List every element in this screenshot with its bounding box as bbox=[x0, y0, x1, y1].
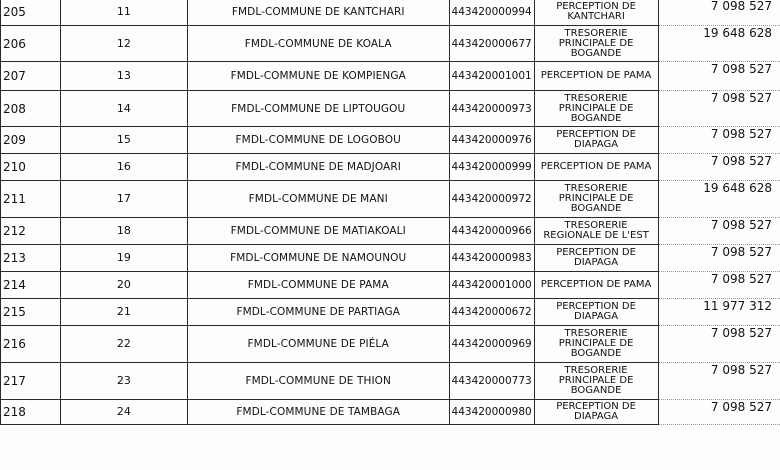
amount-cell: 7 098 527 bbox=[658, 245, 780, 272]
paying-office-line: PRINCIPALE DE bbox=[558, 338, 634, 349]
table-row bbox=[1, 326, 780, 363]
paying-office-line: TRESORERIE bbox=[564, 328, 628, 339]
table-row bbox=[1, 154, 780, 181]
paying-office-line: REGIONALE DE L'EST bbox=[543, 230, 649, 241]
paying-office-cell bbox=[534, 62, 658, 91]
row-number-cell: 207 bbox=[1, 62, 61, 91]
order-number-cell: 22 bbox=[60, 326, 187, 363]
beneficiary-cell: FMDL-COMMUNE DE THION bbox=[187, 363, 449, 400]
amount-cell: 7 098 527 bbox=[658, 62, 780, 91]
amount-cell: 19 648 628 bbox=[658, 181, 780, 218]
paying-office-line: PERCEPTION DE bbox=[556, 247, 636, 258]
table-row bbox=[1, 245, 780, 272]
beneficiary-cell: FMDL-COMMUNE DE LOGOBOU bbox=[187, 127, 449, 154]
beneficiary-cell: FMDL-COMMUNE DE MANI bbox=[187, 181, 449, 218]
row-number-cell: 211 bbox=[1, 181, 61, 218]
table-row bbox=[1, 181, 780, 218]
table-row bbox=[1, 26, 780, 62]
paying-office-line: PRINCIPALE DE bbox=[558, 102, 634, 114]
order-number-cell: 17 bbox=[60, 181, 187, 218]
paying-office-line: TRESORERIE bbox=[564, 92, 628, 104]
paying-office-cell bbox=[534, 245, 658, 272]
order-number-cell: 24 bbox=[60, 400, 187, 425]
order-number-cell: 12 bbox=[60, 26, 187, 62]
paying-office-cell bbox=[534, 91, 658, 127]
paying-office-line: BOGANDE bbox=[570, 385, 622, 396]
account-number-cell: 443420000973 bbox=[449, 91, 534, 127]
beneficiary-cell: FMDL-COMMUNE DE TAMBAGA bbox=[187, 400, 449, 425]
paying-office-cell bbox=[534, 181, 658, 218]
amount-cell: 7 098 527 bbox=[658, 154, 780, 181]
paying-office-line: DIAPAGA bbox=[574, 311, 619, 322]
account-number-cell: 443420000966 bbox=[449, 218, 534, 245]
beneficiary-cell: FMDL-COMMUNE DE PIÉLA bbox=[187, 326, 449, 363]
paying-office-cell bbox=[534, 26, 658, 62]
amount-cell: 7 098 527 bbox=[658, 363, 780, 400]
beneficiary-cell: FMDL-COMMUNE DE LIPTOUGOU bbox=[187, 91, 449, 127]
amount-cell: 19 648 628 bbox=[658, 26, 780, 62]
account-number-cell: 443420000983 bbox=[449, 245, 534, 272]
table-row bbox=[1, 0, 780, 26]
paying-office-line: TRESORERIE bbox=[564, 183, 628, 194]
paying-office-cell bbox=[534, 326, 658, 363]
paying-office-cell bbox=[534, 299, 658, 326]
row-number-cell: 212 bbox=[1, 218, 61, 245]
order-number-cell: 20 bbox=[60, 272, 187, 299]
amount-cell: 7 098 527 bbox=[658, 326, 780, 363]
paying-office-line: TRESORERIE bbox=[564, 365, 628, 376]
account-number-cell: 443420000980 bbox=[449, 400, 534, 425]
account-number-cell: 443420000972 bbox=[449, 181, 534, 218]
paying-office-cell bbox=[534, 154, 658, 181]
paying-office-cell bbox=[534, 363, 658, 400]
beneficiary-cell: FMDL-COMMUNE DE KOMPIENGA bbox=[187, 62, 449, 91]
order-number-cell: 13 bbox=[60, 62, 187, 91]
row-number-cell: 216 bbox=[1, 326, 61, 363]
beneficiary-cell: FMDL-COMMUNE DE PARTIAGA bbox=[187, 299, 449, 326]
row-number-cell: 215 bbox=[1, 299, 61, 326]
beneficiary-cell: FMDL-COMMUNE DE MADJOARI bbox=[187, 154, 449, 181]
order-number-cell: 19 bbox=[60, 245, 187, 272]
beneficiary-cell: FMDL-COMMUNE DE PAMA bbox=[187, 272, 449, 299]
paying-office-line: PERCEPTION DE bbox=[556, 129, 636, 140]
paying-office-line: DIAPAGA bbox=[574, 411, 619, 422]
row-number-cell: 218 bbox=[1, 400, 61, 425]
amount-cell: 7 098 527 bbox=[658, 218, 780, 245]
paying-office-cell bbox=[534, 400, 658, 425]
paying-office-cell bbox=[534, 0, 658, 26]
paying-office-line: DIAPAGA bbox=[574, 139, 619, 150]
paying-office-line: PERCEPTION DE PAMA bbox=[540, 279, 652, 290]
table-row bbox=[1, 272, 780, 299]
order-number-cell: 16 bbox=[60, 154, 187, 181]
table-row bbox=[1, 400, 780, 425]
paying-office-line: BOGANDE bbox=[570, 47, 622, 59]
order-number-cell: 23 bbox=[60, 363, 187, 400]
account-number-cell: 443420001000 bbox=[449, 272, 534, 299]
table-body bbox=[1, 0, 780, 425]
paying-office-cell bbox=[534, 272, 658, 299]
account-number-cell: 443420001001 bbox=[449, 62, 534, 91]
paying-office-line: PERCEPTION DE bbox=[556, 401, 636, 412]
row-number-cell: 213 bbox=[1, 245, 61, 272]
row-number-cell: 209 bbox=[1, 127, 61, 154]
paying-office-line: PERCEPTION DE bbox=[556, 301, 636, 312]
row-number-cell: 210 bbox=[1, 154, 61, 181]
paying-office-line: PRINCIPALE DE bbox=[558, 37, 634, 49]
row-number-cell: 217 bbox=[1, 363, 61, 400]
paying-office-line: KANTCHARI bbox=[567, 11, 625, 22]
paying-office-line: BOGANDE bbox=[570, 112, 622, 124]
amount-cell: 7 098 527 bbox=[658, 0, 780, 26]
order-number-cell: 18 bbox=[60, 218, 187, 245]
amount-cell: 7 098 527 bbox=[658, 91, 780, 127]
order-number-cell: 11 bbox=[60, 0, 187, 26]
table-row bbox=[1, 218, 780, 245]
account-number-cell: 443420000773 bbox=[449, 363, 534, 400]
row-number-cell: 206 bbox=[1, 26, 61, 62]
table-row bbox=[1, 91, 780, 127]
paying-office-line: PRINCIPALE DE bbox=[558, 375, 634, 386]
amount-cell: 11 977 312 bbox=[658, 299, 780, 326]
paying-office-cell bbox=[534, 127, 658, 154]
amount-cell: 7 098 527 bbox=[658, 400, 780, 425]
table-row bbox=[1, 299, 780, 326]
paying-office-line: PERCEPTION DE PAMA bbox=[540, 70, 652, 81]
account-number-cell: 443420000999 bbox=[449, 154, 534, 181]
row-number-cell: 214 bbox=[1, 272, 61, 299]
beneficiary-cell: FMDL-COMMUNE DE MATIAKOALI bbox=[187, 218, 449, 245]
beneficiary-cell: FMDL-COMMUNE DE KANTCHARI bbox=[187, 0, 449, 26]
row-number-cell: 205 bbox=[1, 0, 61, 26]
account-number-cell: 443420000976 bbox=[449, 127, 534, 154]
paying-office-line: PRINCIPALE DE bbox=[558, 193, 634, 204]
order-number-cell: 21 bbox=[60, 299, 187, 326]
table-row bbox=[1, 363, 780, 400]
paying-office-line: PERCEPTION DE PAMA bbox=[540, 161, 652, 172]
row-number-cell: 208 bbox=[1, 91, 61, 127]
paying-office-line: TRESORERIE bbox=[564, 27, 628, 39]
order-number-cell: 15 bbox=[60, 127, 187, 154]
paying-office-line: TRESORERIE bbox=[564, 220, 628, 231]
account-number-cell: 443420000994 bbox=[449, 0, 534, 26]
paying-office-line: PERCEPTION DE bbox=[556, 1, 636, 12]
paying-office-line: BOGANDE bbox=[570, 203, 622, 214]
paying-office-line: DIAPAGA bbox=[574, 257, 619, 268]
account-number-cell: 443420000969 bbox=[449, 326, 534, 363]
order-number-cell: 14 bbox=[60, 91, 187, 127]
table-row bbox=[1, 127, 780, 154]
beneficiary-cell: FMDL-COMMUNE DE NAMOUNOU bbox=[187, 245, 449, 272]
amount-cell: 7 098 527 bbox=[658, 127, 780, 154]
beneficiary-cell: FMDL-COMMUNE DE KOALA bbox=[187, 26, 449, 62]
table-row bbox=[1, 62, 780, 91]
amount-cell: 7 098 527 bbox=[658, 272, 780, 299]
account-number-cell: 443420000672 bbox=[449, 299, 534, 326]
account-number-cell: 443420000677 bbox=[449, 26, 534, 62]
paying-office-cell bbox=[534, 218, 658, 245]
paying-office-line: BOGANDE bbox=[570, 348, 622, 359]
